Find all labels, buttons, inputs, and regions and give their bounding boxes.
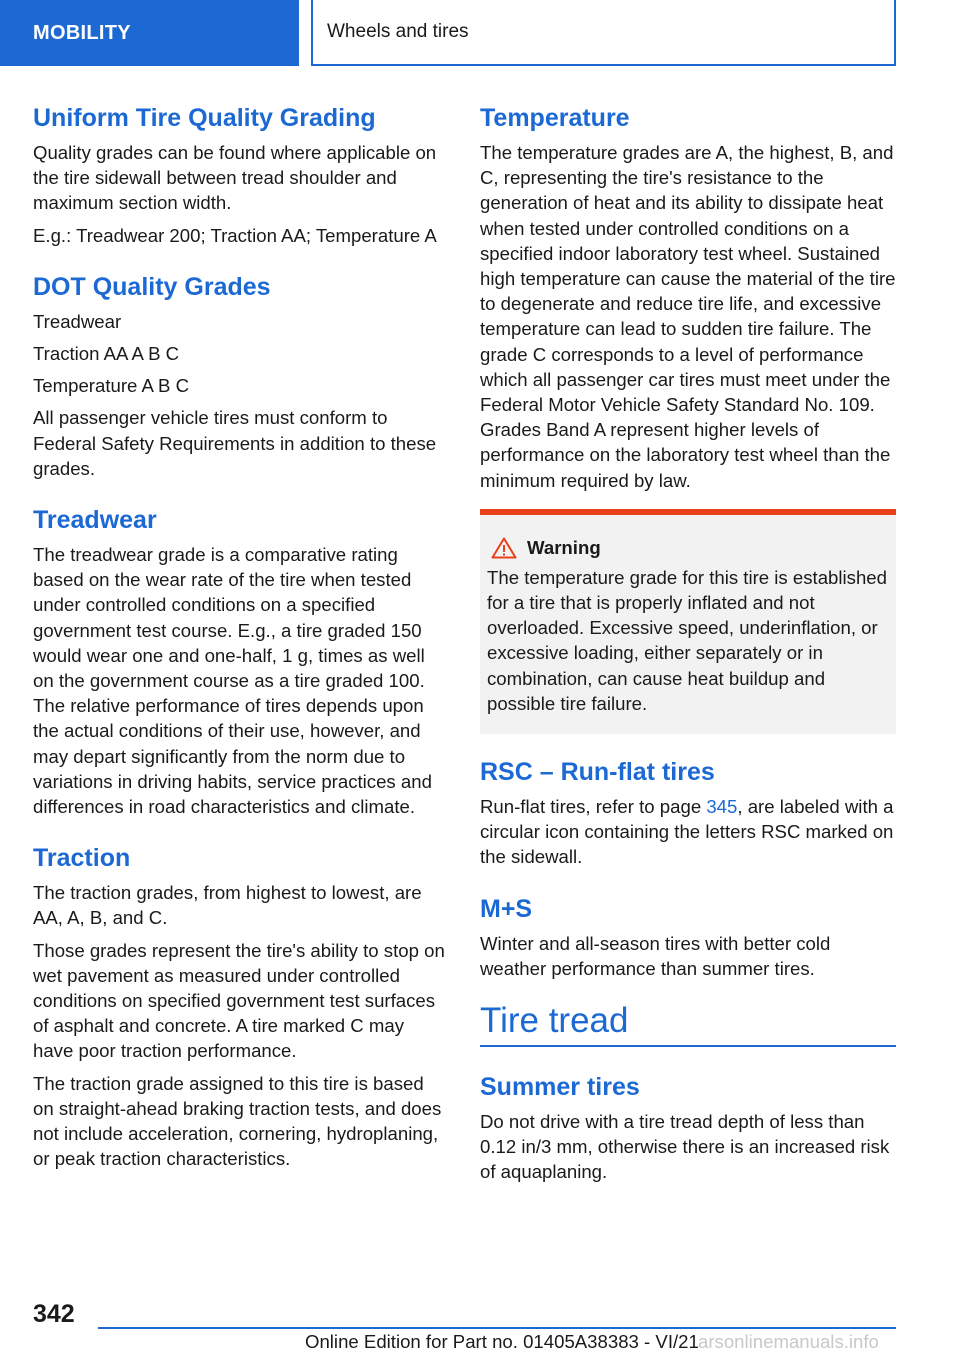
traction-paragraph-1: The traction grades, from highest to lowest, are AA, A, B, and C. <box>33 882 422 929</box>
treadwear-heading: Treadwear <box>33 506 157 535</box>
dot-line-temperature: Temperature A B C <box>33 375 190 397</box>
traction-paragraph-3: The traction grade assigned to this tire is based on straight-ahead braking traction tests, and does not include acceleration, cornering, hydroplaning, or peak traction characteristics. <box>33 1072 442 1170</box>
section-tab[interactable] <box>0 0 299 66</box>
chapter-header <box>311 0 896 66</box>
footer-divider <box>98 1327 896 1329</box>
summer-tires-paragraph: Do not drive with a tire tread depth of less than 0.12 in/3 mm, otherwise there is an increased risk of aquaplaning. <box>480 1111 890 1183</box>
ms-heading: M+S <box>480 894 533 923</box>
dot-line-treadwear: Treadwear <box>33 310 122 332</box>
warning-title: Warning <box>527 536 601 558</box>
utqg-heading: Uniform Tire Quality Grading <box>33 104 376 132</box>
left-column <box>33 100 448 1179</box>
rsc-heading: RSC – Run-flat tires <box>480 758 715 787</box>
page-345-link[interactable]: 345 <box>706 796 738 818</box>
warning-triangle-icon <box>491 537 517 559</box>
section-divider <box>480 1045 896 1047</box>
dot-heading: DOT Quality Grades <box>33 272 271 301</box>
right-column <box>480 100 896 1192</box>
rsc-text-after: , are labeled with a circular icon containing the letters RSC marked on the sidewall. <box>480 796 894 868</box>
rsc-text-before: Run-flat tires, refer to page <box>480 796 707 818</box>
ms-paragraph: Winter and all-season tires with better cold weather performance than summer tires. <box>480 932 831 979</box>
warning-text: The temperature grade for this tire is established for a tire that is properly inflated and not overloaded. Excessive speed, underinflation, or excessive loading, either separately or in combination, can cause heat buildup and possible tire failure. <box>487 566 887 714</box>
traction-heading: Traction <box>33 844 131 873</box>
warning-header <box>487 537 888 559</box>
tire-tread-heading: Tire tread <box>480 1001 629 1041</box>
temperature-paragraph: The temperature grades are A, the highest, B, and C, representing the tire's resistance to the generation of heat and its ability to dissipate heat when tested under controlled conditions on a specified indoor laboratory test wheel. Sustained high temperature can cause the material of the tire to degenerate and reduce tire life, and excessive temperature can lead to sudden tire failure. The grade C corresponds to a level of performance which all passenger car tires must meet under the Federal Motor Vehicle Safety Standard No. 109. Grades Band A represent higher levels of performance on the laboratory test wheel than the minimum required by law. <box>480 142 896 491</box>
utqg-paragraph-2: E.g.: Treadwear 200; Traction AA; Temperature A <box>33 224 437 246</box>
utqg-paragraph-1: Quality grades can be found where applicable on the tire sidewall between tread shoulder and maximum section width. <box>33 142 437 214</box>
traction-paragraph-2: Those grades represent the tire's ability to stop on wet pavement as measured under controlled conditions on specified government test surfaces of asphalt and concrete. A tire marked C may have poor traction performance. <box>33 939 445 1062</box>
summer-tires-heading: Summer tires <box>480 1073 640 1102</box>
rsc-paragraph <box>480 794 896 870</box>
treadwear-paragraph: The treadwear grade is a comparative rating based on the wear rate of the tire when tested under controlled conditions on a specified government test course. E.g., a tire graded 150 would wear one and one-half, 1 g, times as well on the government course as a tire graded 100. The relative performance of tires depends upon the actual conditions of their use, however, and may depart significantly from the norm due to variations in driving habits, service practices and differences in road characteristics and climate. <box>33 544 432 818</box>
watermark: arsonlinemanuals.info <box>698 1331 879 1352</box>
temperature-heading: Temperature <box>480 104 630 132</box>
warning-box <box>480 509 896 734</box>
edition-note: Online Edition for Part no. 01405A38383 - VI/21 <box>305 1331 699 1352</box>
dot-paragraph: All passenger vehicle tires must conform to Federal Safety Requirements in addition to these grades. <box>33 407 437 479</box>
section-title: MOBILITY <box>33 21 131 44</box>
dot-line-traction: Traction AA A B C <box>33 343 180 365</box>
page-number: 342 <box>33 1300 75 1328</box>
chapter-title: Wheels and tires <box>327 21 469 42</box>
